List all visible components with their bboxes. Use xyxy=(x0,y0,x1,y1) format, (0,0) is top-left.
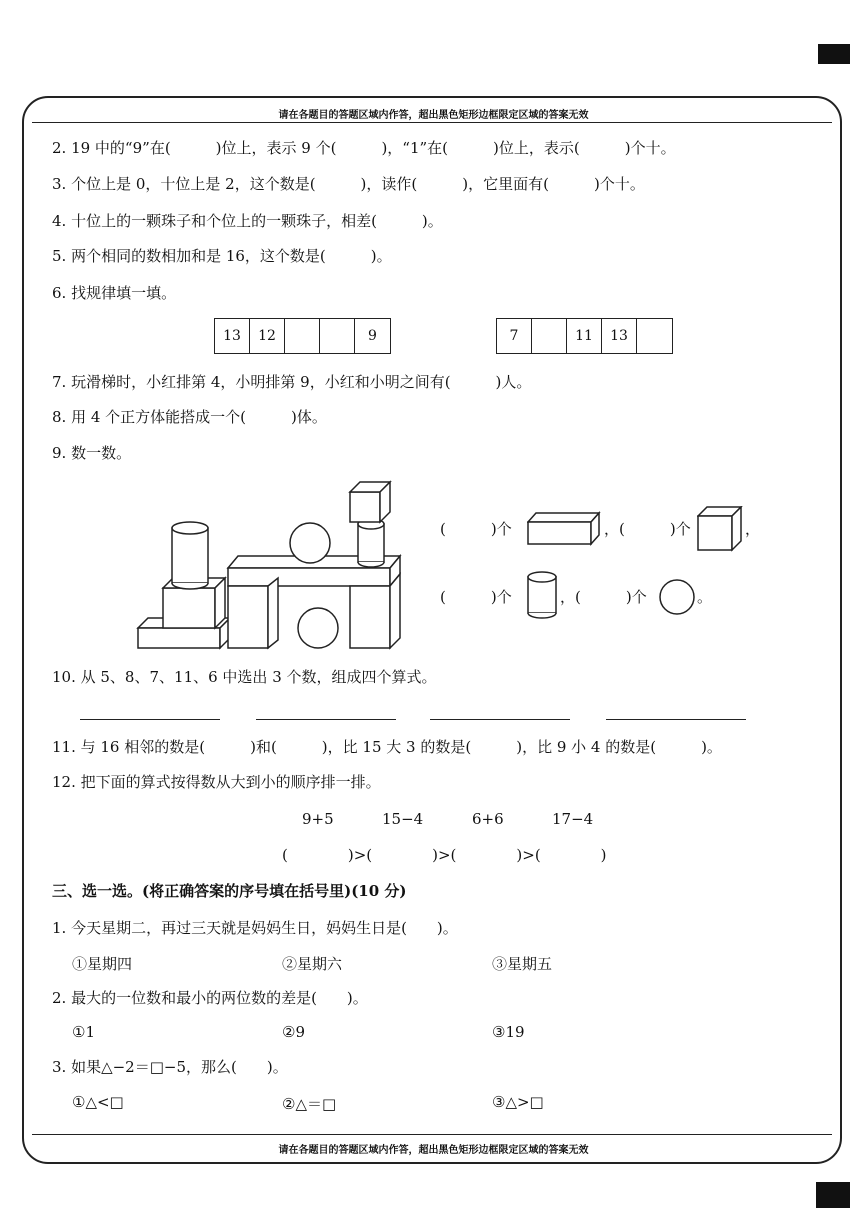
cylinder-icon xyxy=(526,570,560,620)
choice-1-option-a[interactable]: ①星期四 xyxy=(72,955,133,973)
choice-3-option-a[interactable]: ①△<□ xyxy=(72,1093,124,1111)
choice-question-3: 3. 如果△−2＝□−5，那么( )。 xyxy=(52,1058,288,1076)
choice-3-option-c[interactable]: ③△>□ xyxy=(492,1093,544,1111)
count-cube-blank[interactable]: ，( )个 xyxy=(604,520,691,538)
footer-notice: 请在各题目的答题区域内作答，超出黑色矩形边框限定区域的答案无效 xyxy=(278,1145,589,1156)
question-5: 5. 两个相同的数相加和是 16，这个数是( )。 xyxy=(52,247,392,265)
base-slab-front xyxy=(138,628,220,648)
choice-2-option-a[interactable]: ①1 xyxy=(72,1023,95,1041)
count-sphere-blank[interactable]: ，( )个 xyxy=(560,588,647,606)
choice-1-option-b[interactable]: ②星期六 xyxy=(282,955,343,973)
small-cube-side xyxy=(215,578,225,628)
cube-icon xyxy=(697,506,743,552)
expression-2: 15−4 xyxy=(382,810,424,828)
seq2-cell[interactable] xyxy=(532,319,567,353)
sphere-on-top xyxy=(290,523,330,563)
block-structure-illustration xyxy=(130,478,410,653)
choice-2-option-b[interactable]: ②9 xyxy=(282,1023,305,1041)
left-pillar-front xyxy=(228,586,268,648)
comma-mark: ， xyxy=(745,520,761,538)
answer-line-2[interactable] xyxy=(256,719,396,720)
expression-1: 9+5 xyxy=(302,810,334,828)
question-12: 12. 把下面的算式按得数从大到小的顺序排一排。 xyxy=(52,773,381,791)
question-3: 3. 个位上是 0，十位上是 2，这个数是( )，读作( )，它里面有( )个十。 xyxy=(52,175,645,193)
count-cuboid-blank[interactable]: ( )个 xyxy=(440,520,512,538)
seq1-cell[interactable] xyxy=(285,319,320,353)
choice-question-1: 1. 今天星期二，再过三天就是妈妈生日，妈妈生日是( )。 xyxy=(52,919,458,937)
choice-question-2: 2. 最大的一位数和最小的两位数的差是( )。 xyxy=(52,989,368,1007)
seq1-cell: 12 xyxy=(250,319,285,353)
seq1-cell[interactable] xyxy=(320,319,355,353)
seq2-cell: 7 xyxy=(497,319,532,353)
left-cylinder-top xyxy=(172,522,208,534)
header-rule xyxy=(32,122,832,123)
question-4: 4. 十位上的一颗珠子和个位上的一颗珠子，相差( )。 xyxy=(52,212,443,230)
question-8: 8. 用 4 个正方体能搭成一个( )体。 xyxy=(52,408,327,426)
cuboid-icon xyxy=(527,510,603,546)
seq2-cell: 13 xyxy=(602,319,637,353)
order-answer-line[interactable]: ( )>( )>( )>( ) xyxy=(282,846,607,864)
answer-line-3[interactable] xyxy=(430,719,570,720)
right-pillar-front xyxy=(350,586,390,648)
section-3-title: 三、选一选。(将正确答案的序号填在括号里)(10 分) xyxy=(52,882,407,900)
left-cylinder-body xyxy=(172,528,208,583)
left-pillar-side xyxy=(268,578,278,648)
question-10: 10. 从 5、8、7、11、6 中选出 3 个数，组成四个算式。 xyxy=(52,668,437,686)
answer-line-4[interactable] xyxy=(606,719,746,720)
question-11: 11. 与 16 相邻的数是( )和( )，比 15 大 3 的数是( )，比 9 小 4 的数是( )。 xyxy=(52,738,722,756)
expression-4: 17−4 xyxy=(552,810,594,828)
answer-line-1[interactable] xyxy=(80,719,220,720)
period-mark: 。 xyxy=(697,588,713,606)
sequence-box-2 xyxy=(496,318,673,354)
sequence-box-1 xyxy=(214,318,391,354)
small-cube-front xyxy=(163,588,215,628)
seq1-cell: 9 xyxy=(368,328,377,344)
sphere-under-bridge xyxy=(298,608,338,648)
corner-mark-bottom xyxy=(816,1182,850,1208)
question-9: 9. 数一数。 xyxy=(52,444,132,462)
question-2: 2. 19 中的“9”在( )位上，表示 9 个( )，“1”在( )位上，表示( )个十。 xyxy=(52,139,676,157)
top-cube-front xyxy=(350,492,380,522)
choice-2-option-c[interactable]: ③19 xyxy=(492,1023,525,1041)
question-6: 6. 找规律填一填。 xyxy=(52,284,177,302)
choice-1-option-c[interactable]: ③星期五 xyxy=(492,955,553,973)
sphere-icon xyxy=(658,578,696,616)
choice-3-option-b[interactable]: ②△＝□ xyxy=(282,1095,337,1113)
right-cylinder-bottom xyxy=(358,562,384,567)
seq2-cell: 11 xyxy=(567,319,602,353)
right-pillar-side xyxy=(390,574,400,648)
expression-3: 6+6 xyxy=(472,810,504,828)
seq2-cell[interactable] xyxy=(637,319,672,353)
bridge-plank-front xyxy=(228,568,390,586)
question-7: 7. 玩滑梯时，小红排第 4，小明排第 9，小红和小明之间有( )人。 xyxy=(52,373,532,391)
count-cylinder-blank[interactable]: ( )个 xyxy=(440,588,512,606)
header-notice: 请在各题目的答题区域内作答，超出黑色矩形边框限定区域的答案无效 xyxy=(278,110,589,121)
corner-mark-top xyxy=(818,44,850,64)
seq1-cell: 13 xyxy=(215,319,250,353)
footer-rule xyxy=(32,1134,832,1135)
